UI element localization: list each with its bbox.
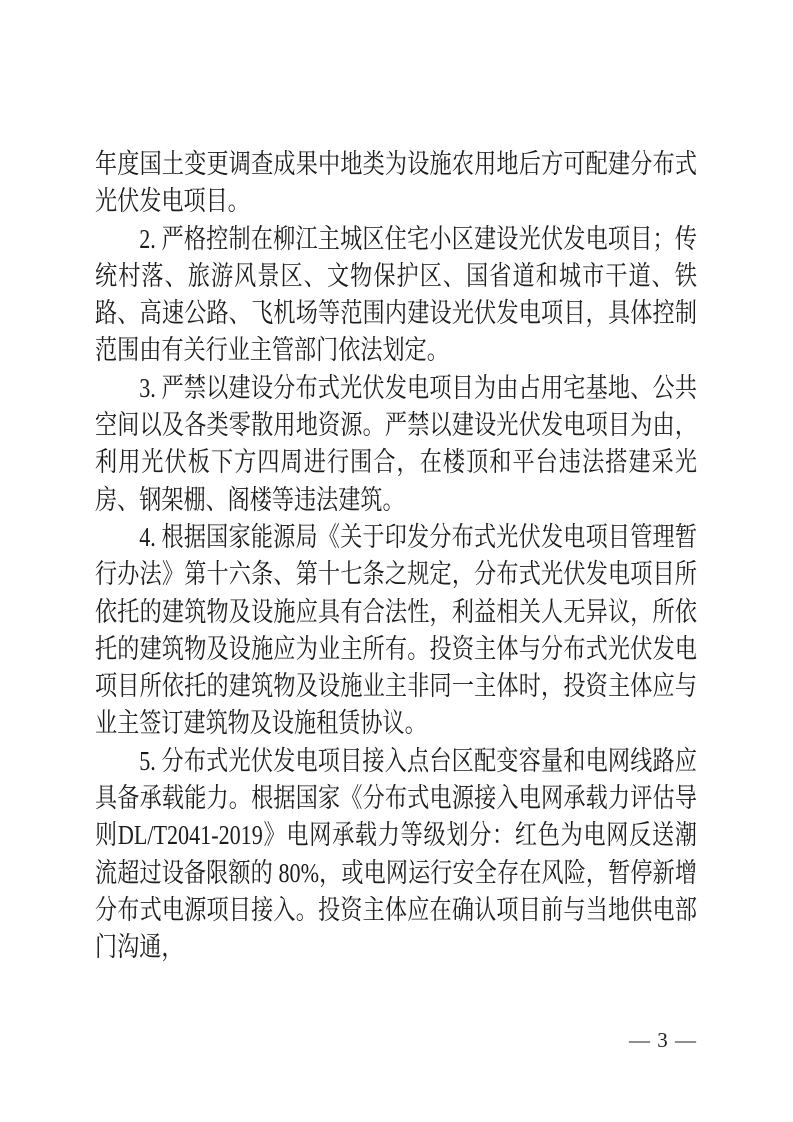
page-footer bbox=[629, 1026, 697, 1054]
paragraph-continuation: 年度国土变更调查成果中地类为设施农用地后方可配建分布式光伏发电项目。 bbox=[95, 149, 697, 217]
paragraph-item-2: 2. 严格控制在柳江主城区住宅小区建设光伏发电项目；传统村落、旅游风景区、文物保护区、国省道和城市干道、铁路、高速公路、飞机场等范围内建设光伏发电项目，具体控制范围由有关行业主管部门依法划定。 bbox=[95, 223, 697, 366]
page-number: — 3 — bbox=[629, 1028, 697, 1052]
paragraph-item-4: 4. 根据国家能源局《关于印发分布式光伏发电项目管理暂行办法》第十六条、第十七条之规定，分布式光伏发电项目所依托的建筑物及设施应具有合法性，利益相关人无异议，所依托的建筑物及设施应为业主所有。投资主体与分布式光伏发电项目所依托的建筑物及设施业主非同一主体时，投资主体应与业主签订建筑物及设施租赁协议。 bbox=[95, 521, 697, 739]
paragraph-item-5: 5. 分布式光伏发电项目接入点台区配变容量和电网线路应具备承载能力。根据国家《分布式电源接入电网承载力评估导则DL/T2041-2019》电网承载力等级划分：红色为电网反送潮流超过设备限额的 80%，或电网运行安全存在风险，暂停新增分布式电源项目接入。投资主体应在确认项目前与当地供电部门沟通， bbox=[95, 745, 697, 963]
paragraph-item-3: 3. 严禁以建设分布式光伏发电项目为由占用宅基地、公共空间以及各类零散用地资源。严禁以建设光伏发电项目为由，利用光伏板下方四周进行围合，在楼顶和平台违法搭建采光房、钢架棚、阁楼等违法建筑。 bbox=[95, 372, 697, 515]
document-body bbox=[95, 146, 697, 967]
